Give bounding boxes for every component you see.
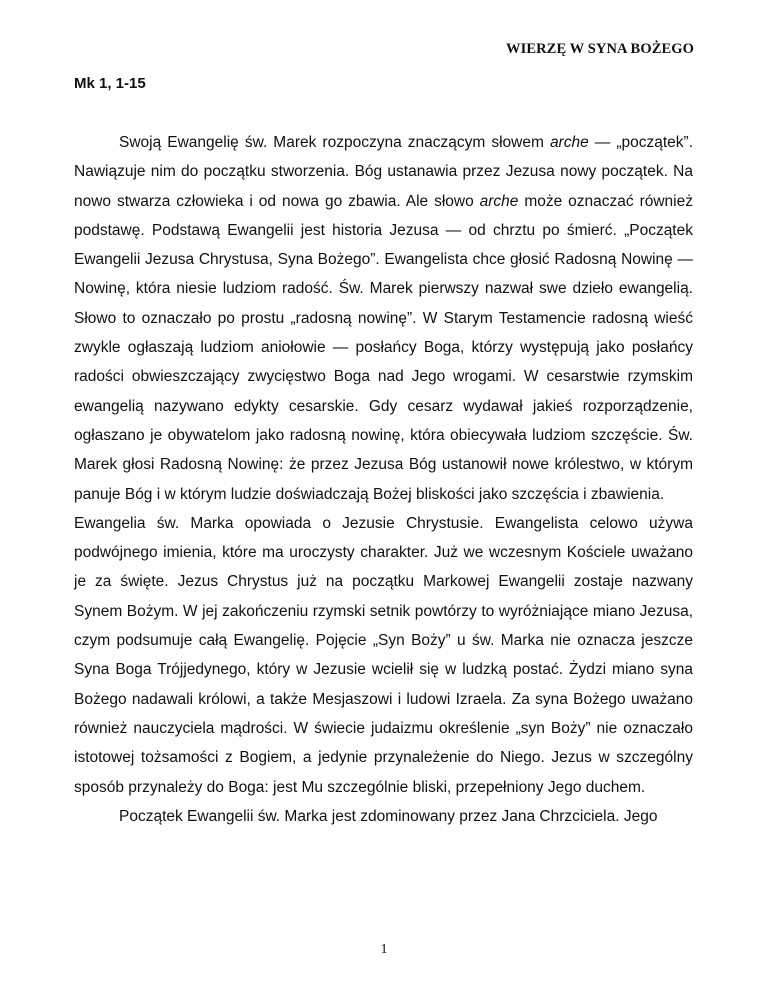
paragraph-3: Początek Ewangelii św. Marka jest zdominowany przez Jana Chrzciciela. Jego <box>119 807 658 825</box>
paragraph-1-text-a: Swoją Ewangelię św. Marek rozpoczyna znaczącym słowem <box>119 134 550 151</box>
paragraph-1 <box>74 128 693 509</box>
scripture-reference: Mk 1, 1-15 <box>74 75 146 92</box>
paragraph-1-text-b: — „początek”. Nawiązuje nim do początku stworzenia. Bóg ustanawia przez Jezusa nowy początek. Na nowo stwarza człowieka i od nowa go zbawia. Ale słowo <box>74 134 694 210</box>
paragraph-1-text-c: może oznaczać również podstawę. Podstawą Ewangelii jest historia Jezusa — od chrztu po śmierć. „Początek Ewangelii Jezusa Chrystusa, Syna Bożego”. Ewangelista chce głosić Radosną Nowinę — Nowinę, która niesie ludziom radość. Św. Marek pierwszy nazwał swe dzieło ewangelią. Słowo to oznaczało po prostu „radosną nowinę”. W Starym Testamencie radosną wieść zwykle ogłaszają ludziom aniołowie — posłańcy Boga, którzy występują jako posłańcy radości obwieszczający zwycięstwo Boga nad Jego wrogami. W cesarstwie rzymskim ewangelią nazywano edykty cesarskie. Gdy cesarz wydawał jakieś rozporządzenie, ogłaszano je obywatelom jako radosną nowinę, która obiecywała ludziom szczęście. Św. Marek głosi Radosną Nowinę: że przez Jezusa Bóg ustanowił nowe królestwo, w którym panuje Bóg i w którym ludzie doświadczają Bożej bliskości jako szczęścia i zbawienia. <box>74 192 693 503</box>
page-header-title: WIERZĘ W SYNA BOŻEGO <box>505 41 694 57</box>
term-arche: arche <box>549 134 589 151</box>
term-arche: arche <box>479 192 519 210</box>
paragraph-2: Ewangelia św. Marka opowiada o Jezusie Chrystusie. Ewangelista celowo używa podwójnego imienia, które ma uroczysty charakter. Już we wczesnym Kościele uważano je za święte. Jezus Chrystus już na początku Markowej Ewangelii zostaje nazwany Synem Bożym. W jej zakończeniu rzymski setnik powtórzy to wyróżniające miano Jezusa, czym podsumuje całą Ewangelię. Pojęcie „Syn Boży” u św. Marka nie oznacza jeszcze Syna Boga Trójjedynego, który w Jezusie wcielił się w ludzką postać. Żydzi miano syna Bożego nadawali królowi, a także Mesjaszowi i ludowi Izraela. Za syna Bożego uważano również nauczyciela mądrości. W świecie judaizmu określenie „syn Boży” nie oznaczało istotowej tożsamości z Bogiem, a jedynie przynależenie do Niego. Jezus w szczególny sposób przynależy do Boga: jest Mu szczególnie bliski, przepełniony Jego duchem. <box>74 514 693 796</box>
document-body <box>74 128 693 831</box>
page-number: 1 <box>380 942 388 957</box>
